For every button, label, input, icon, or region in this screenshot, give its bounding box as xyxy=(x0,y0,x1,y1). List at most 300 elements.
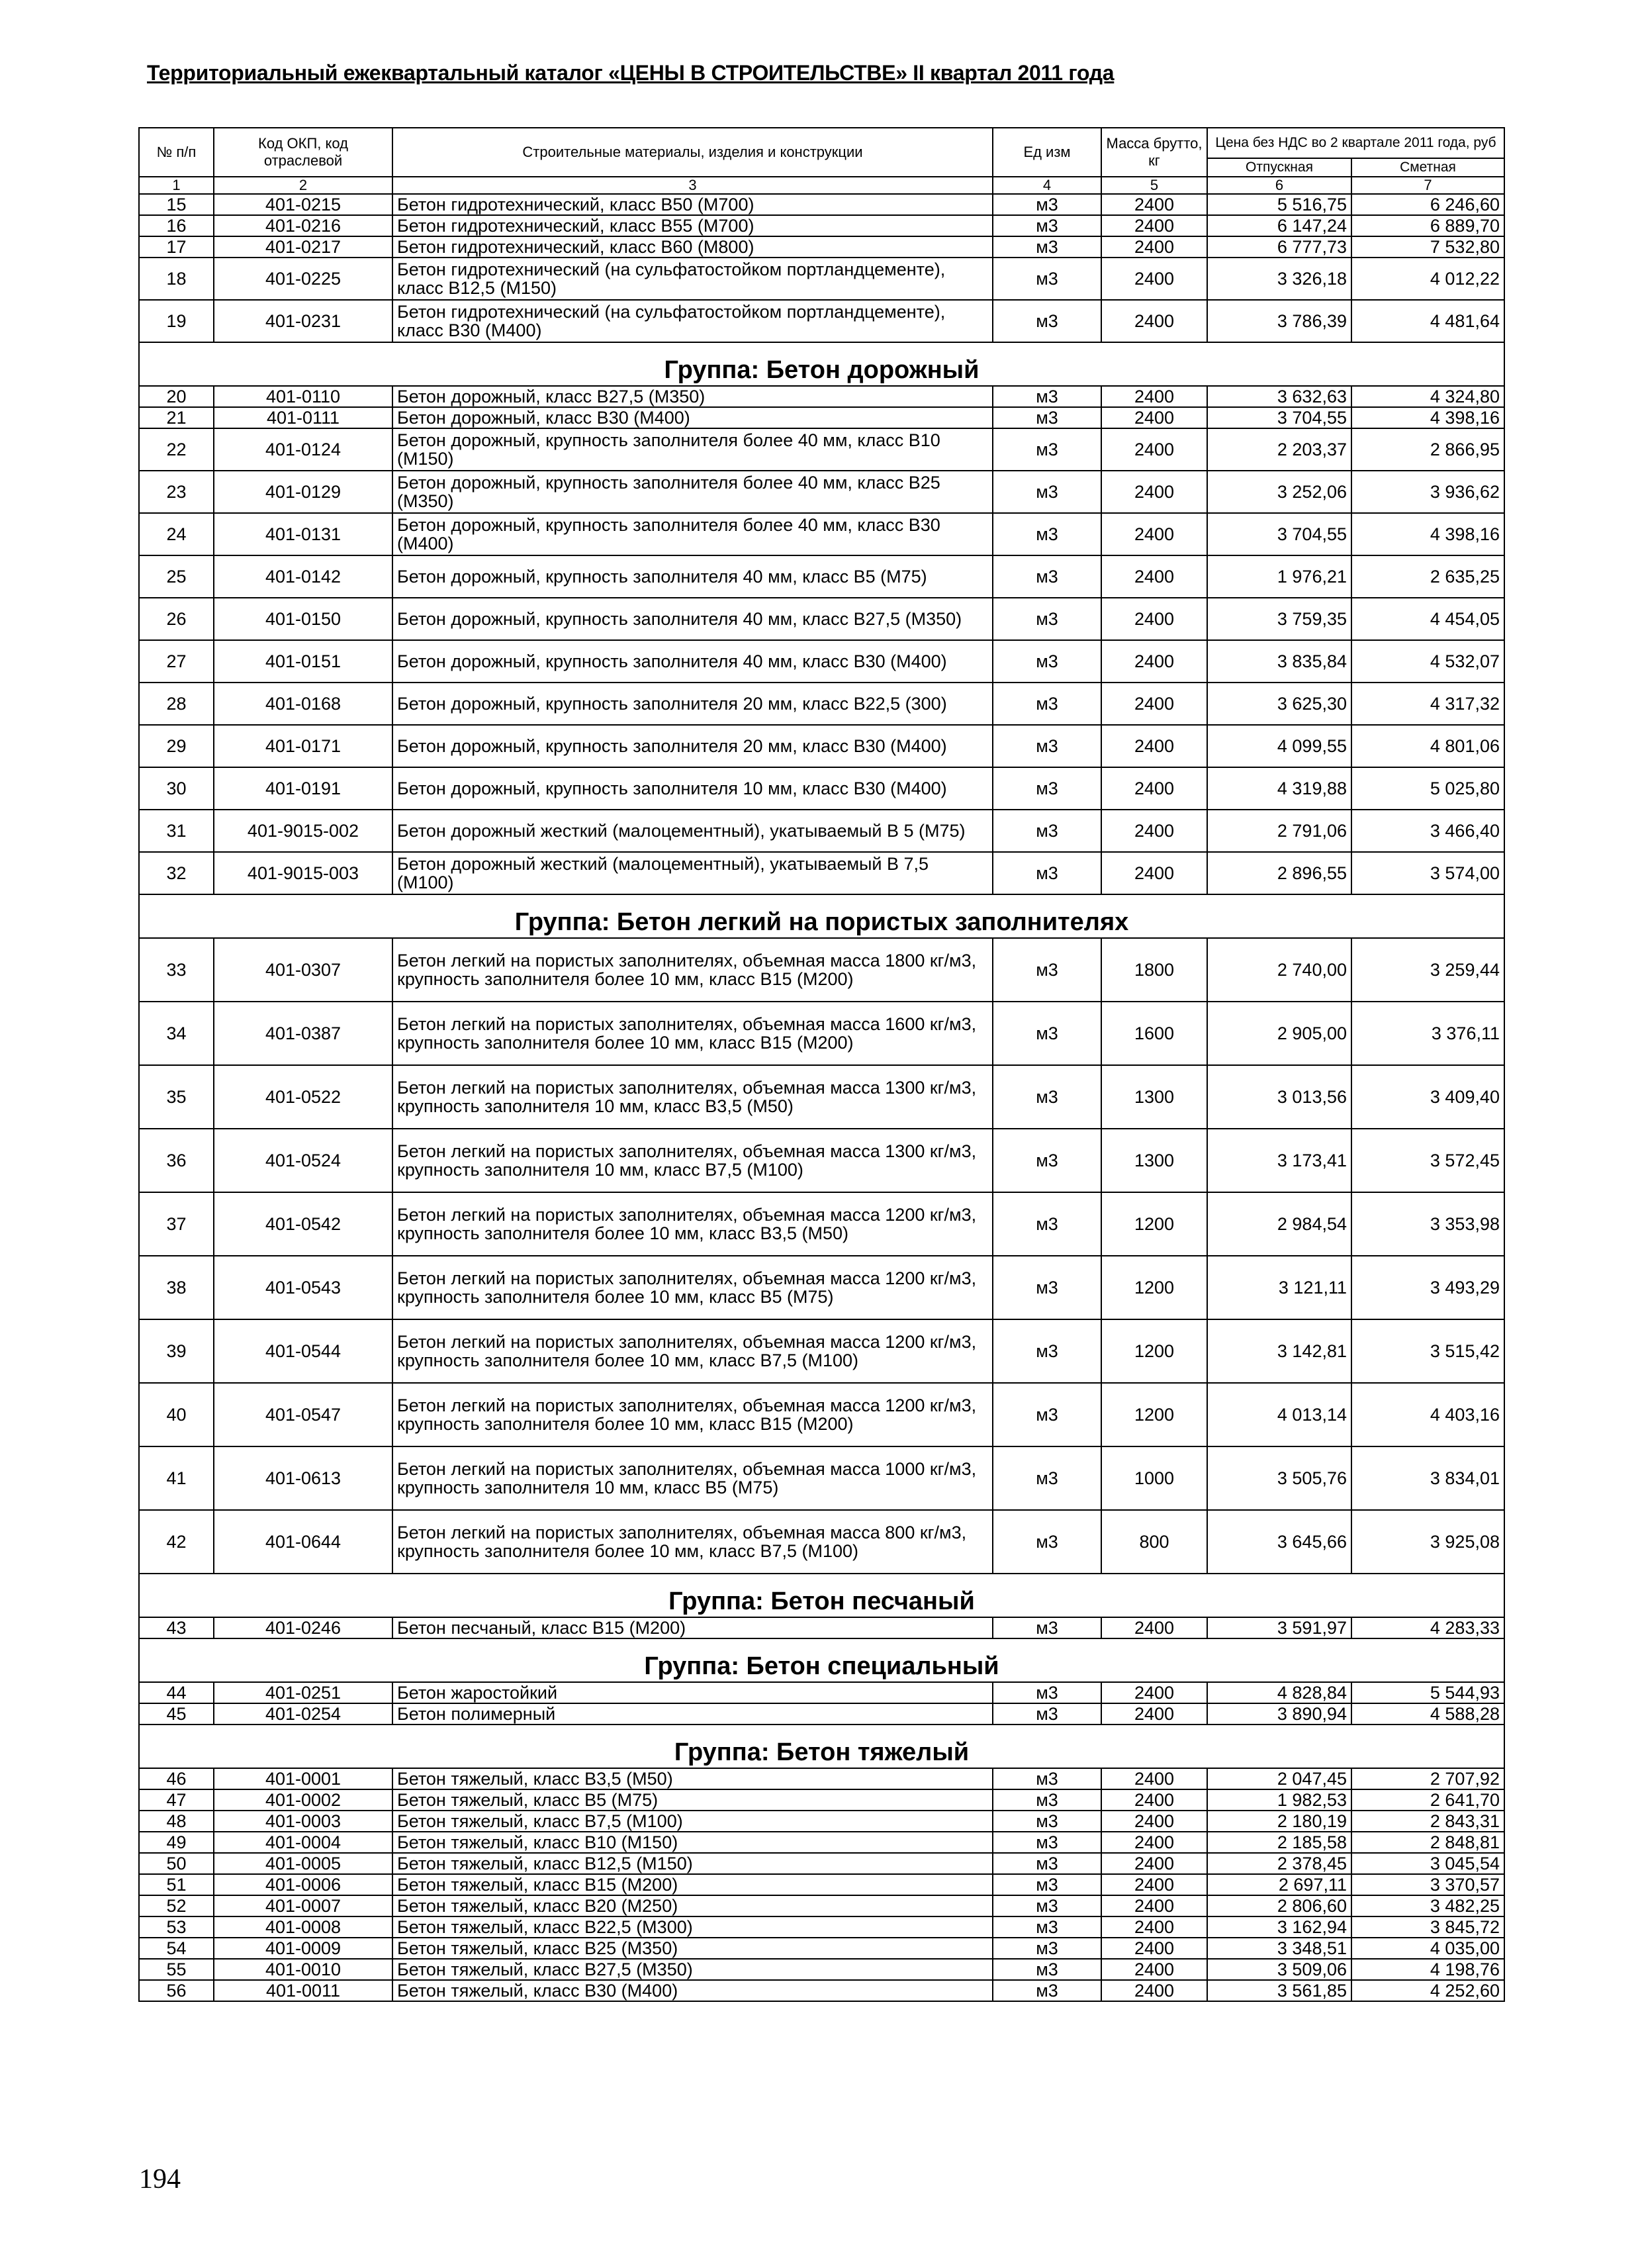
unit: м3 xyxy=(993,1383,1101,1446)
release-price: 4 319,88 xyxy=(1207,767,1351,810)
product-code: 401-0543 xyxy=(214,1256,392,1319)
unit: м3 xyxy=(993,1446,1101,1510)
release-price: 2 806,60 xyxy=(1207,1895,1351,1916)
gross-mass: 2400 xyxy=(1101,1832,1207,1853)
material-name: Бетон легкий на пористых заполнителях, объемная масса 1200 кг/м3, крупность заполнителя более 10 мм, класс В7,5 (М100) xyxy=(392,1319,993,1383)
estimate-price: 3 259,44 xyxy=(1351,938,1504,1002)
table-row xyxy=(139,386,1504,407)
table-row xyxy=(139,767,1504,810)
gross-mass: 2400 xyxy=(1101,1853,1207,1874)
estimate-price: 4 801,06 xyxy=(1351,725,1504,767)
column-number: 5 xyxy=(1101,177,1207,194)
product-code: 401-0171 xyxy=(214,725,392,767)
gross-mass: 2400 xyxy=(1101,386,1207,407)
gross-mass: 2400 xyxy=(1101,598,1207,640)
material-name: Бетон легкий на пористых заполнителях, объемная масса 1000 кг/м3, крупность заполнителя 10 мм, класс В5 (М75) xyxy=(392,1446,993,1510)
gross-mass: 1600 xyxy=(1101,1002,1207,1065)
material-name: Бетон тяжелый, класс В3,5 (М50) xyxy=(392,1768,993,1789)
product-code: 401-0151 xyxy=(214,640,392,683)
gross-mass: 2400 xyxy=(1101,258,1207,300)
gross-mass: 2400 xyxy=(1101,300,1207,342)
product-code: 401-0110 xyxy=(214,386,392,407)
table-row xyxy=(139,428,1504,471)
unit: м3 xyxy=(993,1789,1101,1811)
product-code: 401-0231 xyxy=(214,300,392,342)
unit: м3 xyxy=(993,1874,1101,1895)
material-name: Бетон тяжелый, класс В27,5 (М350) xyxy=(392,1959,993,1980)
gross-mass: 1300 xyxy=(1101,1065,1207,1129)
row-number: 54 xyxy=(139,1938,214,1959)
table-row xyxy=(139,1853,1504,1874)
material-name: Бетон гидротехнический, класс В60 (М800) xyxy=(392,236,993,258)
gross-mass: 1200 xyxy=(1101,1319,1207,1383)
product-code: 401-0008 xyxy=(214,1916,392,1938)
row-number: 30 xyxy=(139,767,214,810)
row-number: 34 xyxy=(139,1002,214,1065)
estimate-price: 2 843,31 xyxy=(1351,1811,1504,1832)
row-number: 24 xyxy=(139,513,214,555)
gross-mass: 2400 xyxy=(1101,1617,1207,1638)
release-price: 3 786,39 xyxy=(1207,300,1351,342)
product-code: 401-0215 xyxy=(214,194,392,215)
estimate-price: 3 834,01 xyxy=(1351,1446,1504,1510)
gross-mass: 2400 xyxy=(1101,236,1207,258)
unit: м3 xyxy=(993,194,1101,215)
gross-mass: 2400 xyxy=(1101,555,1207,598)
release-price: 3 013,56 xyxy=(1207,1065,1351,1129)
gross-mass: 2400 xyxy=(1101,1703,1207,1725)
unit: м3 xyxy=(993,1832,1101,1853)
column-number: 6 xyxy=(1207,177,1351,194)
product-code: 401-0010 xyxy=(214,1959,392,1980)
gross-mass: 2400 xyxy=(1101,1789,1207,1811)
unit: м3 xyxy=(993,852,1101,894)
estimate-price: 4 198,76 xyxy=(1351,1959,1504,1980)
unit: м3 xyxy=(993,1617,1101,1638)
gross-mass: 2400 xyxy=(1101,1682,1207,1703)
column-number: 7 xyxy=(1351,177,1504,194)
release-price: 3 509,06 xyxy=(1207,1959,1351,1980)
table-row xyxy=(139,1811,1504,1832)
table-row xyxy=(139,1682,1504,1703)
product-code: 401-0003 xyxy=(214,1811,392,1832)
estimate-price: 3 515,42 xyxy=(1351,1319,1504,1383)
product-code: 401-0002 xyxy=(214,1789,392,1811)
material-name: Бетон гидротехнический, класс В55 (М700) xyxy=(392,215,993,236)
table-row xyxy=(139,852,1504,894)
release-price: 3 890,94 xyxy=(1207,1703,1351,1725)
product-code: 401-9015-003 xyxy=(214,852,392,894)
row-number: 42 xyxy=(139,1510,214,1574)
release-price: 2 896,55 xyxy=(1207,852,1351,894)
unit: м3 xyxy=(993,471,1101,513)
table-row xyxy=(139,1980,1504,2001)
unit: м3 xyxy=(993,1768,1101,1789)
estimate-price: 3 925,08 xyxy=(1351,1510,1504,1574)
estimate-price: 3 045,54 xyxy=(1351,1853,1504,1874)
group-header-row xyxy=(139,894,1504,938)
product-code: 401-0005 xyxy=(214,1853,392,1874)
row-number: 26 xyxy=(139,598,214,640)
release-price: 2 180,19 xyxy=(1207,1811,1351,1832)
gross-mass: 2400 xyxy=(1101,725,1207,767)
row-number: 22 xyxy=(139,428,214,471)
group-header-row xyxy=(139,1574,1504,1617)
estimate-price: 4 035,00 xyxy=(1351,1938,1504,1959)
unit: м3 xyxy=(993,1192,1101,1256)
col-header-unit: Ед изм xyxy=(993,128,1101,177)
row-number: 49 xyxy=(139,1832,214,1853)
estimate-price: 3 466,40 xyxy=(1351,810,1504,852)
material-name: Бетон тяжелый, класс В20 (М250) xyxy=(392,1895,993,1916)
unit: м3 xyxy=(993,767,1101,810)
estimate-price: 4 588,28 xyxy=(1351,1703,1504,1725)
row-number: 29 xyxy=(139,725,214,767)
column-number: 3 xyxy=(392,177,993,194)
gross-mass: 2400 xyxy=(1101,1916,1207,1938)
table-row xyxy=(139,1510,1504,1574)
release-price: 3 173,41 xyxy=(1207,1129,1351,1192)
unit: м3 xyxy=(993,1916,1101,1938)
table-row xyxy=(139,1703,1504,1725)
unit: м3 xyxy=(993,215,1101,236)
col-header-name: Строительные материалы, изделия и конструкции xyxy=(392,128,993,177)
estimate-price: 4 532,07 xyxy=(1351,640,1504,683)
estimate-price: 4 252,60 xyxy=(1351,1980,1504,2001)
row-number: 36 xyxy=(139,1129,214,1192)
material-name: Бетон дорожный, крупность заполнителя 20 мм, класс В30 (М400) xyxy=(392,725,993,767)
release-price: 3 142,81 xyxy=(1207,1319,1351,1383)
release-price: 3 561,85 xyxy=(1207,1980,1351,2001)
gross-mass: 2400 xyxy=(1101,1895,1207,1916)
unit: м3 xyxy=(993,1129,1101,1192)
table-row xyxy=(139,300,1504,342)
estimate-price: 3 845,72 xyxy=(1351,1916,1504,1938)
release-price: 2 378,45 xyxy=(1207,1853,1351,1874)
table-row xyxy=(139,1002,1504,1065)
unit: м3 xyxy=(993,428,1101,471)
unit: м3 xyxy=(993,1938,1101,1959)
estimate-price: 3 493,29 xyxy=(1351,1256,1504,1319)
gross-mass: 2400 xyxy=(1101,852,1207,894)
release-price: 3 591,97 xyxy=(1207,1617,1351,1638)
row-number: 33 xyxy=(139,938,214,1002)
col-header-mass: Масса брутто, кг xyxy=(1101,128,1207,177)
material-name: Бетон легкий на пористых заполнителях, объемная масса 800 кг/м3, крупность заполнителя более 10 мм, класс В7,5 (М100) xyxy=(392,1510,993,1574)
product-code: 401-0009 xyxy=(214,1938,392,1959)
table-row xyxy=(139,640,1504,683)
estimate-price: 3 936,62 xyxy=(1351,471,1504,513)
release-price: 3 704,55 xyxy=(1207,513,1351,555)
product-code: 401-0168 xyxy=(214,683,392,725)
material-name: Бетон дорожный, крупность заполнителя 40 мм, класс В27,5 (М350) xyxy=(392,598,993,640)
table-row xyxy=(139,194,1504,215)
unit: м3 xyxy=(993,1256,1101,1319)
table-row xyxy=(139,1959,1504,1980)
material-name: Бетон тяжелый, класс В10 (М150) xyxy=(392,1832,993,1853)
row-number: 47 xyxy=(139,1789,214,1811)
product-code: 401-0142 xyxy=(214,555,392,598)
table-row xyxy=(139,683,1504,725)
gross-mass: 2400 xyxy=(1101,407,1207,428)
product-code: 401-0011 xyxy=(214,1980,392,2001)
product-code: 401-0307 xyxy=(214,938,392,1002)
group-header-row xyxy=(139,342,1504,386)
unit: м3 xyxy=(993,1002,1101,1065)
unit: м3 xyxy=(993,1510,1101,1574)
table-row xyxy=(139,1256,1504,1319)
product-code: 401-0544 xyxy=(214,1319,392,1383)
material-name: Бетон песчаный, класс В15 (М200) xyxy=(392,1617,993,1638)
release-price: 2 791,06 xyxy=(1207,810,1351,852)
material-name: Бетон дорожный, крупность заполнителя более 40 мм, класс В30 (М400) xyxy=(392,513,993,555)
gross-mass: 2400 xyxy=(1101,767,1207,810)
product-code: 401-0251 xyxy=(214,1682,392,1703)
row-number: 46 xyxy=(139,1768,214,1789)
release-price: 1 976,21 xyxy=(1207,555,1351,598)
product-code: 401-0191 xyxy=(214,767,392,810)
gross-mass: 2400 xyxy=(1101,215,1207,236)
release-price: 3 252,06 xyxy=(1207,471,1351,513)
group-title: Группа: Бетон дорожный xyxy=(139,342,1504,386)
gross-mass: 1800 xyxy=(1101,938,1207,1002)
material-name: Бетон жаростойкий xyxy=(392,1682,993,1703)
release-price: 2 905,00 xyxy=(1207,1002,1351,1065)
product-code: 401-0216 xyxy=(214,215,392,236)
unit: м3 xyxy=(993,725,1101,767)
col-header-release-price: Отпускная xyxy=(1207,158,1351,177)
release-price: 2 047,45 xyxy=(1207,1768,1351,1789)
row-number: 39 xyxy=(139,1319,214,1383)
product-code: 401-0150 xyxy=(214,598,392,640)
column-number: 4 xyxy=(993,177,1101,194)
product-code: 401-0522 xyxy=(214,1065,392,1129)
material-name: Бетон дорожный, класс В30 (М400) xyxy=(392,407,993,428)
product-code: 401-0387 xyxy=(214,1002,392,1065)
gross-mass: 2400 xyxy=(1101,1959,1207,1980)
row-number: 50 xyxy=(139,1853,214,1874)
unit: м3 xyxy=(993,1895,1101,1916)
unit: м3 xyxy=(993,598,1101,640)
unit: м3 xyxy=(993,386,1101,407)
material-name: Бетон тяжелый, класс В12,5 (М150) xyxy=(392,1853,993,1874)
gross-mass: 2400 xyxy=(1101,194,1207,215)
table-row xyxy=(139,938,1504,1002)
col-header-code: Код ОКП, код отраслевой xyxy=(214,128,392,177)
material-name: Бетон дорожный, крупность заполнителя 10 мм, класс В30 (М400) xyxy=(392,767,993,810)
row-number: 44 xyxy=(139,1682,214,1703)
material-name: Бетон гидротехнический (на сульфатостойком портландцементе), класс В12,5 (М150) xyxy=(392,258,993,300)
row-number: 38 xyxy=(139,1256,214,1319)
row-number: 53 xyxy=(139,1916,214,1938)
estimate-price: 3 482,25 xyxy=(1351,1895,1504,1916)
release-price: 5 516,75 xyxy=(1207,194,1351,215)
col-header-num: № п/п xyxy=(139,128,214,177)
table-row xyxy=(139,1383,1504,1446)
estimate-price: 4 317,32 xyxy=(1351,683,1504,725)
estimate-price: 2 641,70 xyxy=(1351,1789,1504,1811)
unit: м3 xyxy=(993,1980,1101,2001)
estimate-price: 4 398,16 xyxy=(1351,407,1504,428)
table-row xyxy=(139,555,1504,598)
material-name: Бетон тяжелый, класс В7,5 (М100) xyxy=(392,1811,993,1832)
row-number: 28 xyxy=(139,683,214,725)
unit: м3 xyxy=(993,258,1101,300)
material-name: Бетон легкий на пористых заполнителях, объемная масса 1300 кг/м3, крупность заполнителя 10 мм, класс В7,5 (М100) xyxy=(392,1129,993,1192)
group-title: Группа: Бетон песчаный xyxy=(139,1574,1504,1617)
gross-mass: 1200 xyxy=(1101,1192,1207,1256)
material-name: Бетон дорожный, класс В27,5 (М350) xyxy=(392,386,993,407)
unit: м3 xyxy=(993,938,1101,1002)
product-code: 401-0004 xyxy=(214,1832,392,1853)
row-number: 25 xyxy=(139,555,214,598)
release-price: 3 704,55 xyxy=(1207,407,1351,428)
product-code: 401-0111 xyxy=(214,407,392,428)
row-number: 52 xyxy=(139,1895,214,1916)
product-code: 401-0129 xyxy=(214,471,392,513)
estimate-price: 2 866,95 xyxy=(1351,428,1504,471)
gross-mass: 2400 xyxy=(1101,1938,1207,1959)
gross-mass: 1300 xyxy=(1101,1129,1207,1192)
estimate-price: 3 409,40 xyxy=(1351,1065,1504,1129)
table-row xyxy=(139,471,1504,513)
table-row xyxy=(139,1768,1504,1789)
product-code: 401-0131 xyxy=(214,513,392,555)
gross-mass: 2400 xyxy=(1101,683,1207,725)
material-name: Бетон легкий на пористых заполнителях, объемная масса 1800 кг/м3, крупность заполнителя более 10 мм, класс В15 (М200) xyxy=(392,938,993,1002)
unit: м3 xyxy=(993,1811,1101,1832)
material-name: Бетон легкий на пористых заполнителях, объемная масса 1300 кг/м3, крупность заполнителя 10 мм, класс В3,5 (М50) xyxy=(392,1065,993,1129)
gross-mass: 800 xyxy=(1101,1510,1207,1574)
estimate-price: 3 572,45 xyxy=(1351,1129,1504,1192)
estimate-price: 3 376,11 xyxy=(1351,1002,1504,1065)
unit: м3 xyxy=(993,1853,1101,1874)
gross-mass: 2400 xyxy=(1101,1874,1207,1895)
page-header: Территориальный ежеквартальный каталог «ЦЕНЫ В СТРОИТЕЛЬСТВЕ» II квартал 2011 года xyxy=(147,61,1115,85)
gross-mass: 1200 xyxy=(1101,1383,1207,1446)
product-code: 401-0644 xyxy=(214,1510,392,1574)
product-code: 401-0006 xyxy=(214,1874,392,1895)
unit: м3 xyxy=(993,1959,1101,1980)
group-title: Группа: Бетон легкий на пористых заполнителях xyxy=(139,894,1504,938)
table-row xyxy=(139,1129,1504,1192)
group-title: Группа: Бетон тяжелый xyxy=(139,1725,1504,1768)
row-number: 17 xyxy=(139,236,214,258)
table-row xyxy=(139,1192,1504,1256)
gross-mass: 2400 xyxy=(1101,513,1207,555)
row-number: 15 xyxy=(139,194,214,215)
row-number: 27 xyxy=(139,640,214,683)
estimate-price: 4 012,22 xyxy=(1351,258,1504,300)
page-number: 194 xyxy=(139,2164,181,2195)
estimate-price: 4 403,16 xyxy=(1351,1383,1504,1446)
estimate-price: 2 635,25 xyxy=(1351,555,1504,598)
material-name: Бетон дорожный, крупность заполнителя более 40 мм, класс В25 (М350) xyxy=(392,471,993,513)
estimate-price: 4 398,16 xyxy=(1351,513,1504,555)
estimate-price: 5 025,80 xyxy=(1351,767,1504,810)
release-price: 3 645,66 xyxy=(1207,1510,1351,1574)
table-row xyxy=(139,1895,1504,1916)
material-name: Бетон дорожный жесткий (малоцементный), укатываемый В 7,5 (М100) xyxy=(392,852,993,894)
unit: м3 xyxy=(993,1703,1101,1725)
release-price: 3 505,76 xyxy=(1207,1446,1351,1510)
release-price: 3 121,11 xyxy=(1207,1256,1351,1319)
material-name: Бетон тяжелый, класс В22,5 (М300) xyxy=(392,1916,993,1938)
material-name: Бетон тяжелый, класс В30 (М400) xyxy=(392,1980,993,2001)
table-row xyxy=(139,1916,1504,1938)
product-code: 401-0524 xyxy=(214,1129,392,1192)
material-name: Бетон легкий на пористых заполнителях, объемная масса 1600 кг/м3, крупность заполнителя более 10 мм, класс В15 (М200) xyxy=(392,1002,993,1065)
row-number: 56 xyxy=(139,1980,214,2001)
release-price: 2 185,58 xyxy=(1207,1832,1351,1853)
gross-mass: 2400 xyxy=(1101,810,1207,852)
group-header-row xyxy=(139,1725,1504,1768)
group-title: Группа: Бетон специальный xyxy=(139,1638,1504,1682)
release-price: 3 625,30 xyxy=(1207,683,1351,725)
material-name: Бетон тяжелый, класс В5 (М75) xyxy=(392,1789,993,1811)
table-row xyxy=(139,1874,1504,1895)
unit: м3 xyxy=(993,1319,1101,1383)
material-name: Бетон дорожный, крупность заполнителя 20 мм, класс В22,5 (300) xyxy=(392,683,993,725)
unit: м3 xyxy=(993,683,1101,725)
product-code: 401-0007 xyxy=(214,1895,392,1916)
release-price: 4 013,14 xyxy=(1207,1383,1351,1446)
estimate-price: 4 324,80 xyxy=(1351,386,1504,407)
release-price: 3 835,84 xyxy=(1207,640,1351,683)
product-code: 401-0225 xyxy=(214,258,392,300)
material-name: Бетон тяжелый, класс В15 (М200) xyxy=(392,1874,993,1895)
col-header-estimate-price: Сметная xyxy=(1351,158,1504,177)
release-price: 6 777,73 xyxy=(1207,236,1351,258)
release-price: 4 828,84 xyxy=(1207,1682,1351,1703)
row-number: 51 xyxy=(139,1874,214,1895)
release-price: 2 203,37 xyxy=(1207,428,1351,471)
gross-mass: 2400 xyxy=(1101,1980,1207,2001)
product-code: 401-0254 xyxy=(214,1703,392,1725)
row-number: 18 xyxy=(139,258,214,300)
gross-mass: 1000 xyxy=(1101,1446,1207,1510)
release-price: 4 099,55 xyxy=(1207,725,1351,767)
product-code: 401-0001 xyxy=(214,1768,392,1789)
table-row xyxy=(139,513,1504,555)
product-code: 401-0542 xyxy=(214,1192,392,1256)
release-price: 3 632,63 xyxy=(1207,386,1351,407)
table-row xyxy=(139,1832,1504,1853)
table-row xyxy=(139,236,1504,258)
row-number: 43 xyxy=(139,1617,214,1638)
row-number: 37 xyxy=(139,1192,214,1256)
row-number: 35 xyxy=(139,1065,214,1129)
row-number: 55 xyxy=(139,1959,214,1980)
product-code: 401-0246 xyxy=(214,1617,392,1638)
estimate-price: 3 370,57 xyxy=(1351,1874,1504,1895)
gross-mass: 2400 xyxy=(1101,640,1207,683)
material-name: Бетон тяжелый, класс В25 (М350) xyxy=(392,1938,993,1959)
unit: м3 xyxy=(993,236,1101,258)
release-price: 2 740,00 xyxy=(1207,938,1351,1002)
gross-mass: 2400 xyxy=(1101,1811,1207,1832)
gross-mass: 2400 xyxy=(1101,471,1207,513)
table-row xyxy=(139,258,1504,300)
material-name: Бетон дорожный жесткий (малоцементный), укатываемый В 5 (М75) xyxy=(392,810,993,852)
material-name: Бетон дорожный, крупность заполнителя 40 мм, класс В30 (М400) xyxy=(392,640,993,683)
table-row xyxy=(139,1789,1504,1811)
material-name: Бетон полимерный xyxy=(392,1703,993,1725)
material-name: Бетон дорожный, крупность заполнителя 40 мм, класс В5 (М75) xyxy=(392,555,993,598)
column-number: 1 xyxy=(139,177,214,194)
column-number: 2 xyxy=(214,177,392,194)
table-row xyxy=(139,1319,1504,1383)
